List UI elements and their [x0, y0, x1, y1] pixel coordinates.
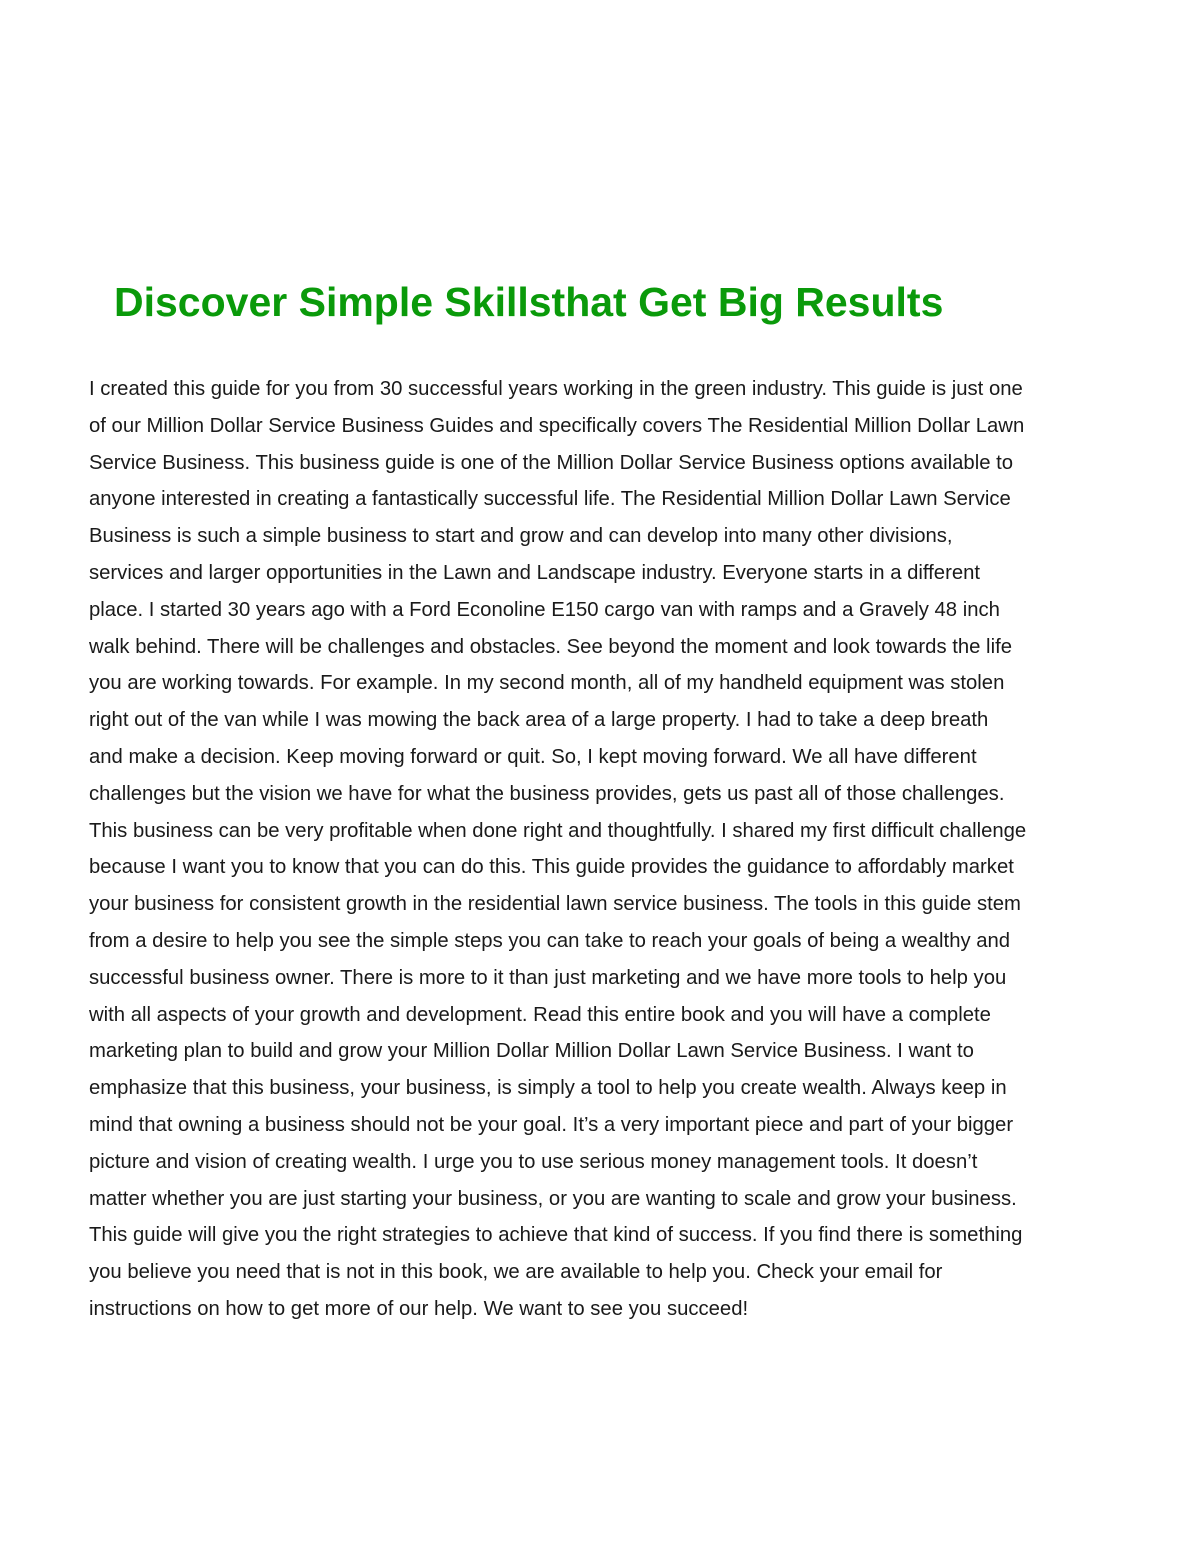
body-line: because I want you to know that you can do this. This guide provides the guidance to affordably market: [89, 856, 1014, 879]
body-line: anyone interested in creating a fantastically successful life. The Residential Million Dollar Lawn Service: [89, 488, 1011, 511]
body-line: picture and vision of creating wealth. I urge you to use serious money management tools. It doesn’t: [89, 1150, 978, 1173]
body-line: marketing plan to build and grow your Million Dollar Million Dollar Lawn Service Business. I want to: [89, 1040, 974, 1063]
body-line: This business can be very profitable when done right and thoughtfully. I shared my first difficult challenge: [89, 819, 1027, 842]
body-line: of our Million Dollar Service Business Guides and specifically covers The Residential Million Dollar Lawn: [89, 414, 1025, 437]
body-line: you believe you need that is not in this book, we are available to help you. Check your email for: [89, 1261, 943, 1284]
body-line: I created this guide for you from 30 successful years working in the green industry. This guide is just one: [89, 378, 1023, 400]
body-line: challenges but the vision we have for what the business provides, gets us past all of those challenges.: [89, 782, 1005, 805]
body-line: right out of the van while I was mowing the back area of a large property. I had to take a deep breath: [89, 709, 989, 732]
body-line: emphasize that this business, your business, is simply a tool to help you create wealth. Always keep in: [89, 1077, 1007, 1100]
body-line: This guide will give you the right strategies to achieve that kind of success. If you find there is something: [89, 1224, 1023, 1247]
body-line: walk behind. There will be challenges and obstacles. See beyond the moment and look towards the life: [89, 635, 1012, 658]
body-line: place. I started 30 years ago with a Ford Econoline E150 cargo van with ramps and a Gravely 48 inch: [89, 598, 1000, 621]
body-line: successful business owner. There is more to it than just marketing and we have more tools to help you: [89, 966, 1007, 989]
body-line: matter whether you are just starting your business, or you are wanting to scale and grow your business.: [89, 1187, 1017, 1210]
body-paragraph: [89, 371, 1099, 1328]
page-title: Discover Simple Skillsthat Get Big Results: [114, 279, 944, 325]
body-line: Business is such a simple business to start and grow and can develop into many other divisions,: [89, 525, 953, 548]
body-line: Service Business. This business guide is one of the Million Dollar Service Business options available to: [89, 451, 1014, 474]
body-line: mind that owning a business should not be your goal. It’s a very important piece and part of your bigger: [89, 1113, 1014, 1136]
body-line: you are working towards. For example. In my second month, all of my handheld equipment was stolen: [89, 672, 1005, 695]
body-line: your business for consistent growth in the residential lawn service business. The tools in this guide stem: [89, 893, 1021, 916]
body-line: with all aspects of your growth and development. Read this entire book and you will have a complete: [89, 1003, 991, 1026]
body-line: services and larger opportunities in the Lawn and Landscape industry. Everyone starts in a different: [89, 561, 981, 584]
body-line: instructions on how to get more of our help. We want to see you succeed!: [89, 1297, 749, 1320]
body-line: and make a decision. Keep moving forward or quit. So, I kept moving forward. We all have different: [89, 745, 977, 768]
body-line: from a desire to help you see the simple steps you can take to reach your goals of being a wealthy and: [89, 929, 1011, 952]
